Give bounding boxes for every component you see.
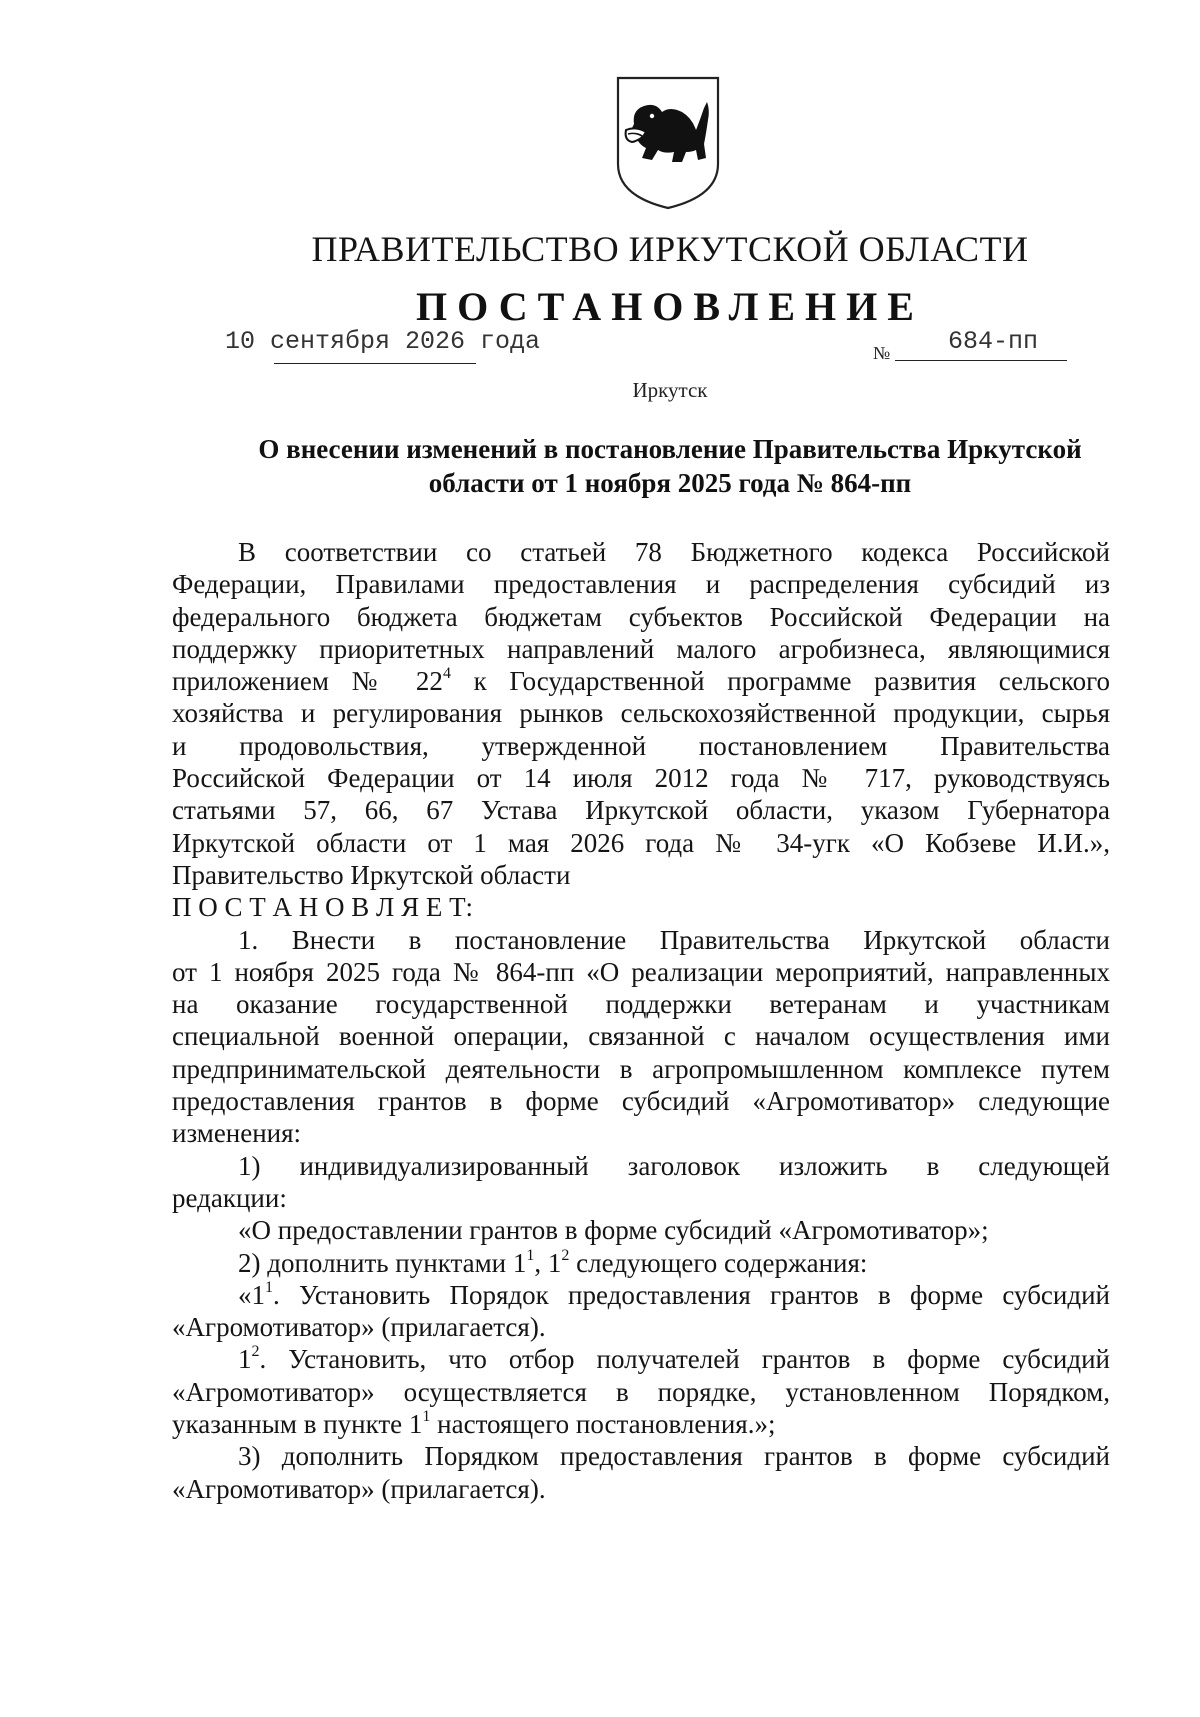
body-line: указанным в пункте $1^1$ настоящего постановления.»; xyxy=(172,1408,776,1440)
body-line: Правительство Иркутской области xyxy=(172,859,571,890)
body-line: от 1 ноября 2025 года № 864-пп «О реализации мероприятий, направленных xyxy=(172,956,1110,987)
body-line: «О предоставлении грантов в форме субсидий «Агромотиватор»; xyxy=(238,1215,989,1246)
body-line: редакции: xyxy=(172,1182,287,1213)
body-line: изменения: xyxy=(172,1118,302,1149)
coat-of-arms-icon xyxy=(612,72,724,212)
body-line: предпринимательской деятельности в агропромышленном комплексе путем xyxy=(172,1053,1110,1084)
body-line: предоставления грантов в форме субсидий «Агромотиватор» следующие xyxy=(172,1086,1110,1117)
body-line: 1. Внести в постановление Правительства Иркутской области xyxy=(238,924,1110,955)
body-line: поддержку приоритетных направлений малого агробизнеса, являющимися xyxy=(172,633,1110,664)
body-line: В соответствии со статьей 78 Бюджетного кодекса Российской xyxy=(238,537,1110,567)
decree-body xyxy=(172,536,1110,1505)
city-name: Иркутск xyxy=(632,378,708,402)
number-underline xyxy=(895,360,1067,361)
body-line: 3) дополнить Порядком предоставления грантов в форме субсидий xyxy=(238,1441,1110,1472)
body-line: Федерации, Правилами предоставления и распределения субсидий из xyxy=(172,569,1110,600)
body-line: «$1^1$. Установить Порядок предоставления грантов в форме субсидий xyxy=(238,1278,1110,1310)
decree-date: 10 сентября 2026 года xyxy=(225,327,541,356)
government-title: ПРАВИТЕЛЬСТВО ИРКУТСКОЙ ОБЛАСТИ xyxy=(311,229,1029,269)
number-sign: № xyxy=(873,343,891,363)
date-underline xyxy=(274,363,476,364)
body-line: $1^2$. Установить, что отбор получателей грантов в форме субсидий xyxy=(238,1343,1110,1375)
document-type-heading: ПОСТАНОВЛЕНИЕ xyxy=(416,284,924,329)
body-line: федерального бюджета бюджетам субъектов Российской Федерации на xyxy=(172,601,1110,632)
body-line: на оказание государственной поддержки ветеранам и участникам xyxy=(172,989,1110,1020)
body-line: 1) индивидуализированный заголовок изложить в следующей xyxy=(238,1150,1110,1181)
body-line: Иркутской области от 1 мая 2026 года № 34-угк «О Кобзеве И.И.», xyxy=(172,827,1110,858)
body-line: специальной военной операции, связанной с началом осуществления ими xyxy=(172,1021,1110,1052)
body-line: и продовольствия, утвержденной постановлением Правительства xyxy=(172,730,1110,761)
subject-line: области от 1 ноября 2025 года № 864-пп xyxy=(428,468,912,498)
decree-subject xyxy=(160,432,1180,500)
subject-line: О внесении изменений в постановление Правительства Иркутской xyxy=(258,434,1082,464)
body-line: хозяйства и регулирования рынков сельскохозяйственной продукции, сырья xyxy=(172,698,1110,729)
body-line: «Агромотиватор» осуществляется в порядке, установленном Порядком, xyxy=(172,1376,1110,1407)
body-line: Российской Федерации от 14 июля 2012 года № 717, руководствуясь xyxy=(172,763,1110,794)
body-line: приложением № $22^4$ к Государственной программе развития сельского xyxy=(172,665,1110,697)
decree-keyword: П О С Т А Н О В Л Я Е Т: xyxy=(172,892,474,923)
decree-number: 684-пп xyxy=(948,327,1039,356)
body-line: 2) дополнить пунктами $1^1$, $1^2$ следующего содержания: xyxy=(238,1246,868,1278)
body-line: «Агромотиватор» (прилагается). xyxy=(172,1473,546,1504)
body-line: «Агромотиватор» (прилагается). xyxy=(172,1312,546,1343)
body-line: статьями 57, 66, 67 Устава Иркутской области, указом Губернатора xyxy=(172,795,1110,826)
